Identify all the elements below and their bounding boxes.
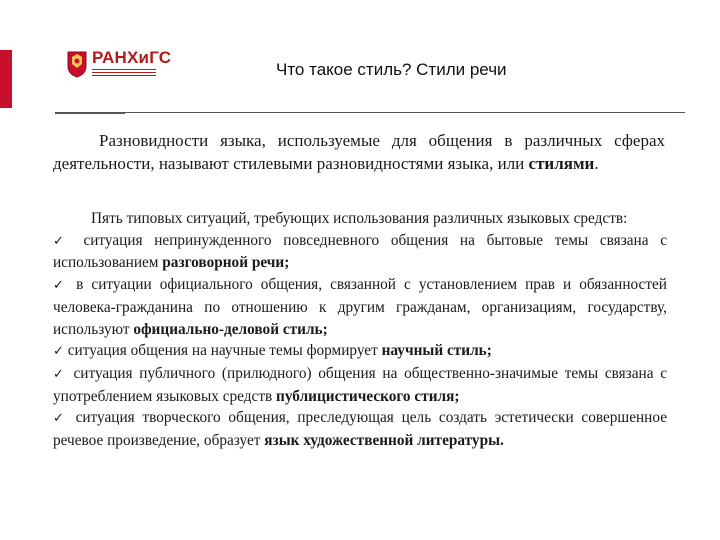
- item-text: ситуация непринужденного повседневного общения на бытовые темы связана с использованием: [53, 231, 667, 272]
- list-item: [53, 340, 667, 363]
- item-text: ситуация общения на научные темы формирует: [63, 342, 382, 360]
- logo-underline: [92, 69, 156, 70]
- checkmark-icon: ✓: [53, 411, 68, 427]
- item-text: в ситуации официального общения, связанной с установлением прав и обязанностей человека-гражданина по отношению к другим гражданам, организациям, государству, используют: [53, 276, 667, 338]
- slide-title: Что такое стиль? Стили речи: [276, 60, 507, 79]
- lead-paragraph: Пять типовых ситуаций, требующих использования различных языковых средств:: [91, 210, 628, 227]
- emblem-icon: [66, 48, 88, 78]
- divider-line: [125, 112, 685, 113]
- item-text: ситуация публичного (прилюдного) общения на общественно-значимые темы связана с употреблением языковых средств: [53, 364, 667, 405]
- item-bold: язык художественной литературы: [264, 432, 501, 450]
- item-bold: научный стиль;: [381, 342, 492, 360]
- checkmark-icon: ✓: [53, 278, 69, 294]
- checkmark-icon: ✓: [53, 233, 72, 249]
- ranepa-logo: [66, 48, 176, 82]
- list-item: [53, 407, 667, 451]
- situations-block: [53, 208, 667, 452]
- logo-underline: [92, 75, 156, 76]
- intro-paragraph: [53, 129, 665, 175]
- logo-text: РАНХиГС: [92, 48, 172, 67]
- divider-accent: [55, 112, 125, 114]
- intro-text: Разновидности языка, используемые для общения в различных сферах деятельности, называют стилевыми разновидностями языка, или: [53, 131, 665, 173]
- intro-end: .: [594, 154, 599, 173]
- item-after: .: [500, 432, 504, 450]
- list-item: [53, 363, 667, 407]
- logo-underline: [92, 72, 156, 73]
- item-bold: официально-деловой стиль;: [133, 320, 328, 338]
- item-bold: публицистического стиля;: [276, 387, 460, 405]
- item-text: ситуация творческого общения, преследующая цель создать эстетически совершенное речевое произведение, образует: [53, 409, 667, 450]
- checkmark-icon: ✓: [53, 344, 64, 360]
- item-bold: разговорной речи;: [162, 254, 290, 272]
- intro-bold-term: стилями: [528, 154, 595, 173]
- checkmark-icon: ✓: [53, 366, 67, 382]
- red-accent-bar: [0, 50, 12, 108]
- list-item: [53, 274, 667, 340]
- list-item: [53, 230, 667, 274]
